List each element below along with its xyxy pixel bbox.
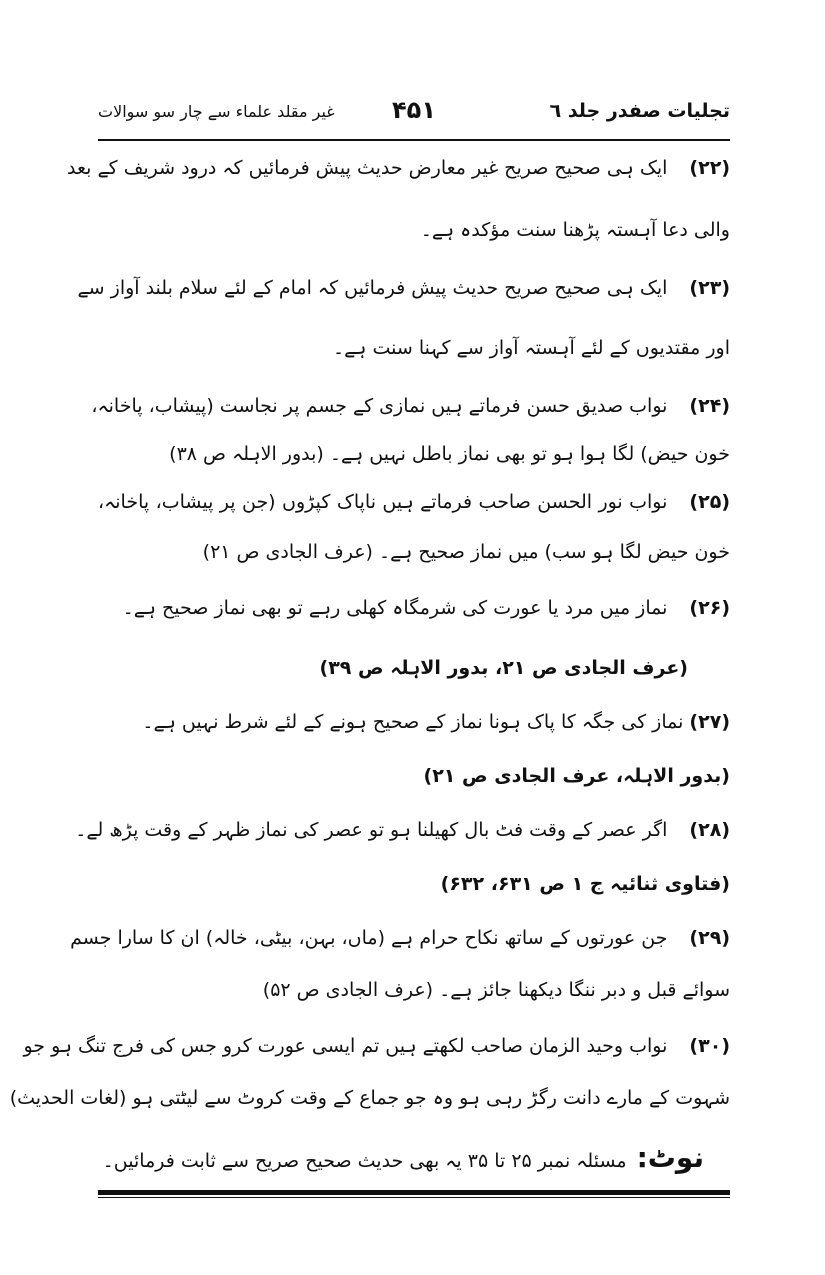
footer-divider-thick — [98, 1190, 730, 1195]
item-23-line-2: اور مقتدیوں کے لئے آہستہ آواز سے کہنا سنت ہے۔ — [333, 337, 730, 359]
item-28-line-1 — [75, 810, 730, 850]
header-book-title: تجلیات صفدر جلد ٦ — [549, 100, 730, 122]
item-25-text: نواب نور الحسن صاحب فرماتے ہیں ناپاک کپڑوں (جن پر پیشاب، پاخانہ، — [98, 491, 668, 513]
item-25-number: (۲۵) — [689, 491, 730, 513]
item-22-line-2: والی دعا آہستہ پڑھنا سنت مؤکدہ ہے۔ — [420, 219, 730, 241]
item-26-number: (۲۶) — [689, 597, 730, 619]
item-30-text: نواب وحید الزمان صاحب لکھتے ہیں تم ایسی عورت کرو جس کی فرج تنگ ہو جو — [23, 1035, 668, 1057]
item-29-text: جن عورتوں کے ساتھ نکاح حرام ہے (ماں، بہن، بیٹی، خالہ) ان کا سارا جسم — [70, 927, 668, 949]
item-26-reference: (عرف الجادی ص ۲۱، بدور الاہلہ ص ۳۹) — [319, 657, 688, 679]
header-page-number: ۴۵۱ — [392, 96, 436, 124]
item-29-line-2: سوائے قبل و دبر ننگا دیکھنا جائز ہے۔ (عرف الجادی ص ۵۲) — [262, 979, 730, 1001]
item-23-line-1 — [77, 268, 730, 308]
page-header — [98, 96, 730, 134]
item-30-line-1 — [23, 1026, 730, 1066]
item-25-line-2: خون حیض لگا ہو سب) میں نماز صحیح ہے۔ (عرف الجادی ص ۲۱) — [202, 541, 730, 563]
footer-divider-thin — [98, 1197, 730, 1198]
header-chapter-title: غیر مقلد علماء سے چار سو سوالات — [98, 102, 335, 121]
item-23-number: (۲۳) — [689, 277, 730, 299]
item-22-number: (۲۲) — [689, 157, 730, 179]
note-label: نوٹ: — [636, 1141, 704, 1174]
item-27-line-1 — [98, 702, 730, 742]
item-29-number: (۲۹) — [689, 927, 730, 949]
item-27-text: نماز کی جگہ کا پاک ہونا نماز کے صحیح ہونے کے لئے شرط نہیں ہے۔ — [142, 711, 684, 733]
note-line — [98, 1134, 704, 1182]
item-28-reference: (فتاوی ثنائیہ ج ۱ ص ۶۳۱، ۶۳۲) — [440, 873, 730, 895]
item-24-number: (۲۴) — [689, 395, 730, 417]
item-30-line-2: شہوت کے مارے دانت رگڑ رہی ہو وہ جو جماع کے وقت کروٹ سے لیٹتی ہو (لغات الحدیث) — [9, 1087, 730, 1109]
item-26-line-1 — [98, 588, 730, 628]
note-text: مسئلہ نمبر ۲۵ تا ۳۵ یہ بھی حدیث صحیح صریح سے ثابت فرمائیں۔ — [102, 1150, 627, 1172]
item-29-line-1 — [70, 918, 730, 958]
item-22-line-1 — [67, 148, 730, 188]
item-28-text: اگر عصر کے وقت فٹ بال کھیلنا ہو تو عصر کی نماز ظہر کے وقت پڑھ لے۔ — [75, 819, 668, 841]
item-22-text: ایک ہی صحیح صریح غیر معارض حدیث پیش فرمائیں کہ درود شریف کے بعد — [67, 157, 668, 179]
item-23-text: ایک ہی صحیح صریح حدیث پیش فرمائیں کہ امام کے لئے سلام بلند آواز سے — [77, 277, 668, 299]
item-25-line-1 — [98, 482, 730, 522]
item-24-line-2: خون حیض) لگا ہوا ہو تو بھی نماز باطل نہیں ہے۔ (بدور الاہلہ ص ۳۸) — [169, 443, 730, 465]
item-24-line-1 — [91, 386, 730, 426]
header-divider — [98, 139, 730, 141]
item-30-number: (۳۰) — [689, 1035, 730, 1057]
item-24-text: نواب صدیق حسن فرماتے ہیں نمازی کے جسم پر نجاست (پیشاب، پاخانہ، — [91, 395, 668, 417]
item-27-reference: (بدور الاہلہ، عرف الجادی ص ۲۱) — [423, 765, 730, 787]
item-28-number: (۲۸) — [689, 819, 730, 841]
item-27-number: (۲۷) — [689, 711, 730, 733]
item-26-text: نماز میں مرد یا عورت کی شرمگاہ کھلی رہے تو بھی نماز صحیح ہے۔ — [122, 597, 668, 619]
